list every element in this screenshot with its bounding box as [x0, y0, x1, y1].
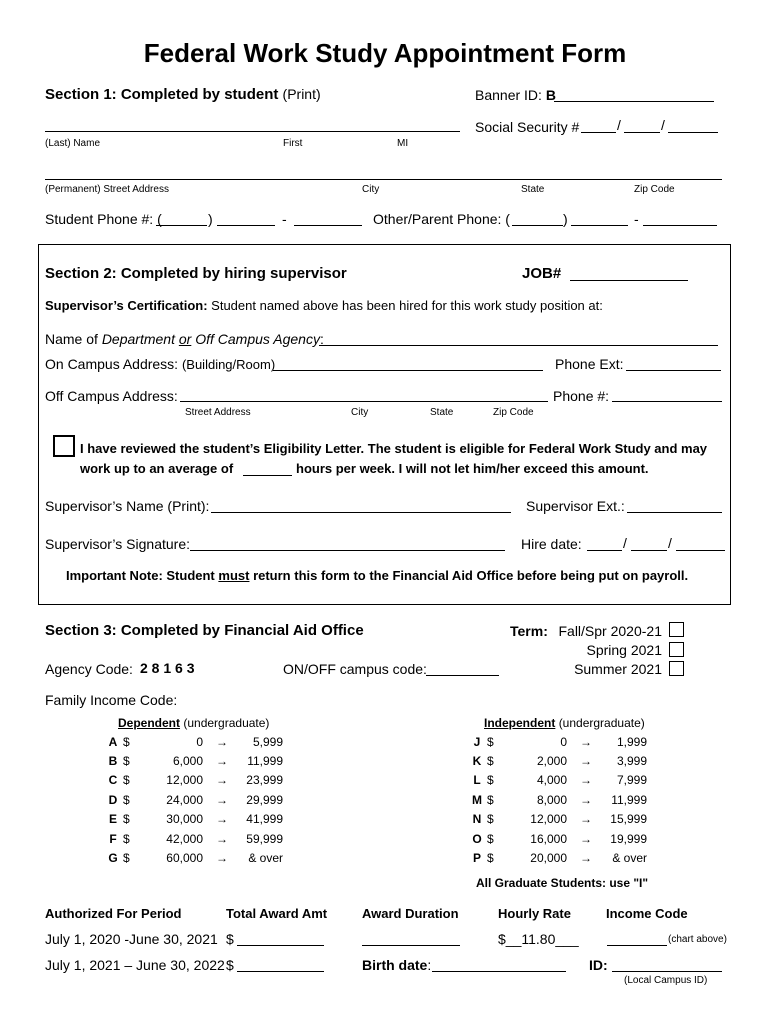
- student-phone-label: Student Phone #: (: [45, 211, 162, 227]
- term-summer: Summer 2021: [574, 661, 662, 677]
- birth-date-field[interactable]: [432, 971, 566, 972]
- income-code-letter: P: [472, 851, 481, 866]
- on-campus-field[interactable]: [273, 370, 543, 371]
- income-arrow: →: [216, 734, 228, 749]
- term-fall-spr-checkbox[interactable]: [669, 622, 684, 637]
- income-low: 0: [560, 734, 567, 749]
- eligibility-text-2a: work up to an average of: [80, 461, 234, 476]
- off-city-label: City: [351, 407, 369, 418]
- city-label: City: [362, 184, 380, 195]
- income-arrow: →: [580, 773, 592, 788]
- section2-heading: Section 2: Completed by hiring supervisor: [45, 265, 347, 282]
- street-address-label: (Permanent) Street Address: [45, 184, 169, 195]
- off-campus-label: Off Campus Address:: [45, 388, 178, 404]
- income-dollar: $: [123, 851, 130, 866]
- income-dollar: $: [123, 754, 130, 769]
- supervisor-ext-field[interactable]: [627, 512, 722, 513]
- income-arrow: →: [216, 754, 228, 769]
- income-dollar: $: [487, 754, 494, 769]
- income-code-letter: G: [108, 851, 118, 866]
- student-phone-prefix[interactable]: [217, 225, 275, 226]
- term-label: Term:: [510, 623, 548, 639]
- income-code-letter: L: [473, 773, 481, 788]
- income-dollar: $: [487, 812, 494, 827]
- term-fall-spr: Fall/Spr 2020-21: [558, 623, 662, 639]
- dependent-row: [103, 751, 283, 770]
- income-code-letter: J: [473, 734, 481, 749]
- col-total-award: Total Award Amt: [226, 906, 328, 921]
- ssn-field-3[interactable]: [668, 132, 718, 133]
- dependent-label: Dependent: [118, 716, 181, 730]
- on-campus-note: (Building/Room): [181, 357, 276, 372]
- independent-row: [467, 751, 647, 770]
- banner-id-prefix: B: [545, 87, 556, 103]
- income-code-field[interactable]: [607, 945, 667, 946]
- income-low: 30,000: [166, 812, 203, 827]
- income-arrow: →: [580, 851, 592, 866]
- independent-row: [467, 829, 647, 848]
- income-arrow: →: [216, 792, 228, 807]
- income-code-letter: A: [108, 734, 118, 749]
- term-spring-checkbox[interactable]: [669, 642, 684, 657]
- on-campus-text: On Campus Address:: [45, 356, 179, 372]
- dept-word: Department: [101, 331, 175, 347]
- income-high: & over: [612, 851, 647, 866]
- ssn-field-1[interactable]: [581, 132, 616, 133]
- job-label: JOB#: [522, 265, 562, 282]
- state-label: State: [521, 184, 545, 195]
- note-must: must: [218, 568, 250, 583]
- income-dollar: $: [487, 831, 494, 846]
- independent-row: [467, 732, 647, 751]
- onoff-campus-field[interactable]: [426, 675, 499, 676]
- income-arrow: →: [580, 792, 592, 807]
- income-low: 8,000: [536, 792, 567, 807]
- income-code-letter: M: [472, 792, 482, 807]
- independent-label: Independent: [484, 716, 556, 730]
- hourly-rate-value: $__11.80___: [498, 931, 579, 947]
- income-high: 59,999: [246, 831, 283, 846]
- award-amount-1-field[interactable]: [237, 945, 324, 946]
- income-arrow: →: [216, 851, 228, 866]
- income-arrow: →: [580, 812, 592, 827]
- local-campus-id-note: (Local Campus ID): [624, 975, 708, 986]
- dependent-row: [103, 829, 283, 848]
- student-phone-area[interactable]: [156, 225, 207, 226]
- phone-number-label: Phone #:: [553, 388, 610, 404]
- income-low: 24,000: [166, 792, 203, 807]
- income-arrow: →: [216, 773, 228, 788]
- income-dollar: $: [487, 734, 494, 749]
- col-hourly-rate: Hourly Rate: [498, 906, 571, 921]
- note-part-b: return this form to the Financial Aid Office before being put on payroll.: [249, 568, 689, 583]
- dependent-row: [103, 771, 283, 790]
- award-duration-field[interactable]: [362, 945, 460, 946]
- dept-or: or: [178, 331, 192, 347]
- income-high: 7,999: [616, 773, 647, 788]
- income-code-letter: B: [108, 754, 118, 769]
- income-low: 42,000: [166, 831, 203, 846]
- birth-date-label: [362, 957, 431, 973]
- section3-heading: Section 3: Completed by Financial Aid Office: [45, 622, 364, 639]
- phone-ext-label: Phone Ext:: [555, 356, 624, 372]
- chart-above-note: (chart above): [668, 934, 727, 945]
- income-code-letter: K: [472, 754, 482, 769]
- dependent-row: [103, 790, 283, 809]
- ssn-label: Social Security #: [475, 119, 580, 135]
- award-dollar-2: $: [226, 957, 234, 973]
- section1-heading: [45, 86, 321, 103]
- period-2020-2021: July 1, 2020 -June 30, 2021: [45, 931, 218, 947]
- income-low: 60,000: [166, 851, 203, 866]
- income-high: 15,999: [610, 812, 647, 827]
- income-high: 1,999: [616, 734, 647, 749]
- dependent-row: [103, 732, 283, 751]
- zip-label: Zip Code: [634, 184, 675, 195]
- income-arrow: →: [216, 831, 228, 846]
- income-high: 3,999: [616, 754, 647, 769]
- department-field[interactable]: [319, 345, 718, 346]
- income-dollar: $: [123, 812, 130, 827]
- other-phone-prefix[interactable]: [571, 225, 628, 226]
- income-low: 0: [196, 734, 203, 749]
- supervisor-signature-label: Supervisor’s Signature:: [45, 536, 191, 552]
- income-dollar: $: [123, 773, 130, 788]
- banner-id-label: [475, 87, 556, 103]
- income-arrow: →: [216, 812, 228, 827]
- other-phone-area[interactable]: [512, 225, 563, 226]
- independent-note: (undergraduate): [558, 716, 645, 730]
- section1-heading-text: Section 1: Completed by student: [45, 86, 279, 103]
- department-label: [45, 331, 324, 347]
- hire-date-day[interactable]: [631, 550, 667, 551]
- period-2021-2022: July 1, 2021 – June 30, 2022: [45, 957, 225, 973]
- income-code-letter: D: [108, 792, 118, 807]
- dept-colon: :: [319, 331, 324, 347]
- supervisor-name-field[interactable]: [211, 512, 511, 513]
- off-zip-label: Zip Code: [493, 407, 534, 418]
- cert-label: Supervisor’s Certification:: [45, 298, 208, 313]
- income-low: 20,000: [530, 851, 567, 866]
- cert-text: Student named above has been hired for this work study position at:: [211, 298, 603, 313]
- ssn-field-2[interactable]: [624, 132, 660, 133]
- first-name-label: First: [283, 138, 303, 149]
- dept-agency: Off Campus Agency: [195, 331, 320, 347]
- supervisor-certification: [45, 298, 603, 313]
- section1-heading-note: (Print): [282, 86, 321, 102]
- income-low: 4,000: [536, 773, 567, 788]
- income-dollar: $: [123, 831, 130, 846]
- agency-code-label: Agency Code:: [45, 661, 133, 677]
- ssn-slash-1: /: [617, 117, 621, 133]
- onoff-campus-label: ON/OFF campus code:: [283, 661, 427, 677]
- banner-id-field[interactable]: [554, 101, 714, 102]
- income-high: 41,999: [246, 812, 283, 827]
- family-income-label: Family Income Code:: [45, 692, 178, 708]
- income-low: 12,000: [166, 773, 203, 788]
- income-dollar: $: [123, 734, 130, 749]
- independent-row: [467, 810, 647, 829]
- last-name-label: (Last) Name: [45, 138, 101, 149]
- income-high: 23,999: [246, 773, 283, 788]
- form-title: Federal Work Study Appointment Form: [143, 38, 627, 68]
- agency-code-value: 2 8 1 6 3: [140, 660, 195, 676]
- graduate-note: All Graduate Students: use "I": [476, 876, 649, 890]
- hire-slash-1: /: [623, 535, 627, 551]
- other-phone-paren: ): [563, 211, 568, 227]
- student-phone-line[interactable]: [294, 225, 362, 226]
- other-phone-line[interactable]: [643, 225, 717, 226]
- ssn-slash-2: /: [661, 117, 665, 133]
- independent-row: [467, 848, 647, 867]
- income-dollar: $: [487, 773, 494, 788]
- student-phone-dash: -: [282, 211, 287, 227]
- income-low: 2,000: [536, 754, 567, 769]
- id-label: ID:: [589, 957, 608, 973]
- income-low: 6,000: [172, 754, 203, 769]
- student-phone-paren: ): [208, 211, 213, 227]
- income-dollar: $: [487, 851, 494, 866]
- income-low: 12,000: [530, 812, 567, 827]
- mi-label: MI: [397, 138, 409, 149]
- hire-date-month[interactable]: [587, 550, 622, 551]
- income-code-letter: C: [108, 773, 118, 788]
- income-dollar: $: [123, 792, 130, 807]
- independent-row: [467, 771, 647, 790]
- income-code-letter: F: [109, 831, 117, 846]
- student-name-field[interactable]: [45, 131, 460, 132]
- income-high: 19,999: [610, 831, 647, 846]
- on-campus-label: [45, 356, 275, 372]
- address-field[interactable]: [45, 179, 722, 180]
- eligibility-text-1: I have reviewed the student’s Eligibility Letter. The student is eligible for Federal Work Study and may: [80, 441, 708, 456]
- independent-income-table: [467, 732, 647, 868]
- off-street-label: Street Address: [185, 407, 251, 418]
- award-dollar-1: $: [226, 931, 234, 947]
- income-high: & over: [248, 851, 283, 866]
- dependent-row: [103, 810, 283, 829]
- dependent-income-table: [103, 732, 283, 868]
- term-summer-checkbox[interactable]: [669, 661, 684, 676]
- income-code-letter: E: [108, 812, 117, 827]
- hire-slash-2: /: [668, 535, 672, 551]
- income-low: 16,000: [530, 831, 567, 846]
- off-campus-field[interactable]: [180, 401, 548, 402]
- off-state-label: State: [430, 407, 454, 418]
- hire-date-label: Hire date:: [521, 536, 582, 552]
- income-arrow: →: [580, 734, 592, 749]
- award-amount-2-field[interactable]: [237, 971, 324, 972]
- note-part-a: Important Note: Student: [66, 568, 219, 583]
- income-high: 11,999: [611, 792, 647, 807]
- hire-date-year[interactable]: [676, 550, 725, 551]
- phone-number-field[interactable]: [612, 401, 722, 402]
- col-authorized-period: Authorized For Period: [45, 906, 182, 921]
- birth-date-text: Birth date: [362, 957, 428, 973]
- eligibility-checkbox[interactable]: [53, 435, 75, 457]
- supervisor-name-label: Supervisor’s Name (Print):: [45, 498, 210, 514]
- job-field[interactable]: [570, 280, 688, 281]
- income-high: 5,999: [252, 734, 283, 749]
- phone-ext-field[interactable]: [626, 370, 721, 371]
- other-phone-label: Other/Parent Phone: (: [373, 211, 510, 227]
- income-arrow: →: [580, 754, 592, 769]
- dependent-note: (undergraduate): [183, 716, 270, 730]
- independent-row: [467, 790, 647, 809]
- income-arrow: →: [580, 831, 592, 846]
- dept-prefix: Name of: [45, 331, 102, 347]
- income-high: 29,999: [246, 792, 283, 807]
- income-high: 11,999: [247, 754, 283, 769]
- supervisor-signature-field[interactable]: [190, 550, 505, 551]
- col-income-code: Income Code: [606, 906, 688, 921]
- col-award-duration: Award Duration: [362, 906, 459, 921]
- important-note: [66, 568, 688, 583]
- campus-id-field[interactable]: [612, 971, 722, 972]
- eligibility-text-2b: hours per week. I will not let him/her exceed this amount.: [296, 461, 649, 476]
- hours-field[interactable]: [243, 475, 292, 476]
- banner-id-label-text: Banner ID:: [475, 87, 542, 103]
- supervisor-ext-label: Supervisor Ext.:: [526, 498, 625, 514]
- income-dollar: $: [487, 792, 494, 807]
- term-spring: Spring 2021: [586, 642, 662, 658]
- birth-date-colon: :: [427, 957, 432, 973]
- income-code-letter: O: [472, 831, 482, 846]
- other-phone-dash: -: [634, 211, 639, 227]
- independent-heading: [484, 716, 645, 730]
- dependent-row: [103, 848, 283, 867]
- dependent-heading: [118, 716, 269, 730]
- income-code-letter: N: [472, 812, 482, 827]
